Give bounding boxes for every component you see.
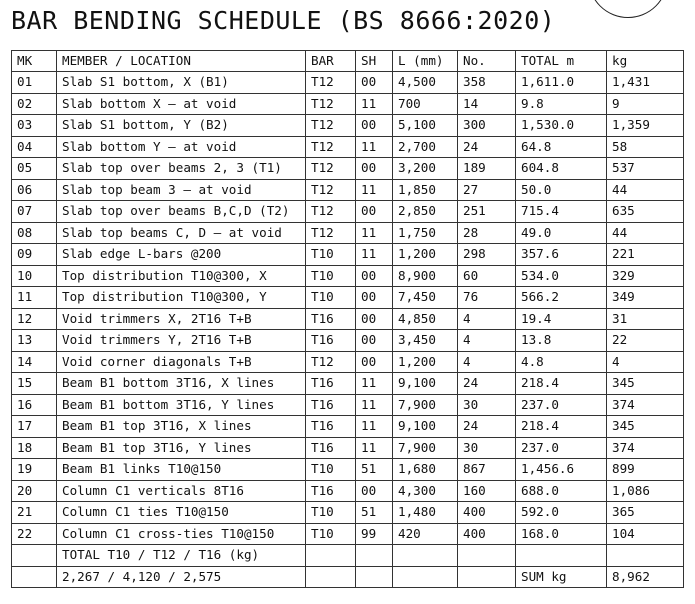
table-header-row bbox=[12, 51, 684, 72]
total-m-cell: 9.8 bbox=[516, 93, 607, 115]
bar-cell: T16 bbox=[306, 480, 356, 502]
kg-cell: 58 bbox=[607, 136, 684, 158]
member-cell: Top distribution T10@300, Y bbox=[57, 287, 306, 309]
shape-cell: 00 bbox=[356, 72, 393, 94]
total-m-cell: 13.8 bbox=[516, 330, 607, 352]
length-cell: 2,700 bbox=[393, 136, 458, 158]
number-cell: 24 bbox=[458, 373, 516, 395]
total-m-cell: 168.0 bbox=[516, 523, 607, 545]
bar-cell: T10 bbox=[306, 244, 356, 266]
kg-cell: 44 bbox=[607, 222, 684, 244]
member-cell: Slab S1 bottom, Y (B2) bbox=[57, 115, 306, 137]
member-cell: Slab top beam 3 – at void bbox=[57, 179, 306, 201]
member-cell: Column C1 ties T10@150 bbox=[57, 502, 306, 524]
number-cell: 358 bbox=[458, 72, 516, 94]
column-header-kg: kg bbox=[607, 51, 684, 72]
length-cell: 1,750 bbox=[393, 222, 458, 244]
bar-cell: T12 bbox=[306, 222, 356, 244]
shape-cell: 00 bbox=[356, 158, 393, 180]
member-cell: Void corner diagonals T+B bbox=[57, 351, 306, 373]
table-row bbox=[12, 308, 684, 330]
totals-label-row bbox=[12, 545, 684, 567]
table-row bbox=[12, 394, 684, 416]
number-cell: 30 bbox=[458, 437, 516, 459]
member-cell: Top distribution T10@300, X bbox=[57, 265, 306, 287]
bar-cell: T10 bbox=[306, 287, 356, 309]
kg-cell: 345 bbox=[607, 416, 684, 438]
table-row bbox=[12, 330, 684, 352]
table-row bbox=[12, 93, 684, 115]
member-cell: Slab top over beams B,C,D (T2) bbox=[57, 201, 306, 223]
bar-cell: T12 bbox=[306, 93, 356, 115]
number-cell: 867 bbox=[458, 459, 516, 481]
column-header-number: No. bbox=[458, 51, 516, 72]
kg-cell: 374 bbox=[607, 394, 684, 416]
bar-bending-schedule-table bbox=[11, 50, 684, 588]
shape-cell: 00 bbox=[356, 351, 393, 373]
bar-cell: T16 bbox=[306, 437, 356, 459]
table-row bbox=[12, 265, 684, 287]
bar-cell: T12 bbox=[306, 179, 356, 201]
member-cell: Beam B1 bottom 3T16, X lines bbox=[57, 373, 306, 395]
bar-cell: T12 bbox=[306, 201, 356, 223]
kg-cell: 1,359 bbox=[607, 115, 684, 137]
column-header-length: L (mm) bbox=[393, 51, 458, 72]
column-header-member: MEMBER / LOCATION bbox=[57, 51, 306, 72]
shape-cell: 11 bbox=[356, 222, 393, 244]
kg-cell: 104 bbox=[607, 523, 684, 545]
shape-cell: 11 bbox=[356, 244, 393, 266]
mark-cell: 20 bbox=[12, 480, 57, 502]
mark-cell: 12 bbox=[12, 308, 57, 330]
bar-cell: T12 bbox=[306, 72, 356, 94]
bar-cell: T10 bbox=[306, 502, 356, 524]
table-row bbox=[12, 244, 684, 266]
length-cell: 1,480 bbox=[393, 502, 458, 524]
length-cell: 4,500 bbox=[393, 72, 458, 94]
mark-cell: 05 bbox=[12, 158, 57, 180]
kg-cell: 9 bbox=[607, 93, 684, 115]
kg-cell: 4 bbox=[607, 351, 684, 373]
shape-cell: 11 bbox=[356, 179, 393, 201]
member-cell: Void trimmers Y, 2T16 T+B bbox=[57, 330, 306, 352]
member-cell: Slab top beams C, D – at void bbox=[57, 222, 306, 244]
number-cell: 298 bbox=[458, 244, 516, 266]
shape-cell: 11 bbox=[356, 416, 393, 438]
bar-cell: T10 bbox=[306, 265, 356, 287]
table-row bbox=[12, 523, 684, 545]
length-cell: 9,100 bbox=[393, 416, 458, 438]
member-cell: Column C1 cross-ties T10@150 bbox=[57, 523, 306, 545]
number-cell: 251 bbox=[458, 201, 516, 223]
mark-cell: 02 bbox=[12, 93, 57, 115]
table-row bbox=[12, 437, 684, 459]
number-cell: 30 bbox=[458, 394, 516, 416]
member-cell: Beam B1 links T10@150 bbox=[57, 459, 306, 481]
member-cell: Slab S1 bottom, X (B1) bbox=[57, 72, 306, 94]
bar-cell: T16 bbox=[306, 330, 356, 352]
member-cell: Column C1 verticals 8T16 bbox=[57, 480, 306, 502]
table-row bbox=[12, 351, 684, 373]
total-m-cell: 534.0 bbox=[516, 265, 607, 287]
mark-cell: 10 bbox=[12, 265, 57, 287]
kg-cell: 537 bbox=[607, 158, 684, 180]
mark-cell: 07 bbox=[12, 201, 57, 223]
length-cell: 2,850 bbox=[393, 201, 458, 223]
shape-cell: 00 bbox=[356, 115, 393, 137]
sum-value: 8,962 bbox=[607, 566, 684, 588]
number-cell: 24 bbox=[458, 136, 516, 158]
bar-cell: T12 bbox=[306, 351, 356, 373]
shape-cell: 00 bbox=[356, 287, 393, 309]
column-header-shape: SH bbox=[356, 51, 393, 72]
revision-circle bbox=[588, 0, 668, 18]
length-cell: 5,100 bbox=[393, 115, 458, 137]
number-cell: 27 bbox=[458, 179, 516, 201]
kg-cell: 22 bbox=[607, 330, 684, 352]
shape-cell: 11 bbox=[356, 136, 393, 158]
table-row bbox=[12, 287, 684, 309]
total-m-cell: 50.0 bbox=[516, 179, 607, 201]
shape-cell: 00 bbox=[356, 330, 393, 352]
column-header-mk: MK bbox=[12, 51, 57, 72]
total-m-cell: 218.4 bbox=[516, 416, 607, 438]
shape-cell: 51 bbox=[356, 502, 393, 524]
total-m-cell: 715.4 bbox=[516, 201, 607, 223]
number-cell: 189 bbox=[458, 158, 516, 180]
column-header-total-m: TOTAL m bbox=[516, 51, 607, 72]
member-cell: Beam B1 bottom 3T16, Y lines bbox=[57, 394, 306, 416]
kg-cell: 345 bbox=[607, 373, 684, 395]
number-cell: 400 bbox=[458, 502, 516, 524]
member-cell: Slab bottom X – at void bbox=[57, 93, 306, 115]
member-cell: Beam B1 top 3T16, X lines bbox=[57, 416, 306, 438]
kg-cell: 221 bbox=[607, 244, 684, 266]
length-cell: 1,680 bbox=[393, 459, 458, 481]
totals-value-row bbox=[12, 566, 684, 588]
number-cell: 60 bbox=[458, 265, 516, 287]
shape-cell: 00 bbox=[356, 265, 393, 287]
total-m-cell: 1,530.0 bbox=[516, 115, 607, 137]
mark-cell: 15 bbox=[12, 373, 57, 395]
kg-cell: 365 bbox=[607, 502, 684, 524]
bar-cell: T10 bbox=[306, 459, 356, 481]
length-cell: 4,850 bbox=[393, 308, 458, 330]
mark-cell: 11 bbox=[12, 287, 57, 309]
kg-cell: 349 bbox=[607, 287, 684, 309]
table-row bbox=[12, 459, 684, 481]
mark-cell: 19 bbox=[12, 459, 57, 481]
kg-cell: 1,431 bbox=[607, 72, 684, 94]
total-m-cell: 604.8 bbox=[516, 158, 607, 180]
total-m-cell: 688.0 bbox=[516, 480, 607, 502]
shape-cell: 00 bbox=[356, 201, 393, 223]
number-cell: 4 bbox=[458, 330, 516, 352]
total-m-cell: 19.4 bbox=[516, 308, 607, 330]
total-m-cell: 1,456.6 bbox=[516, 459, 607, 481]
total-m-cell: 1,611.0 bbox=[516, 72, 607, 94]
mark-cell: 13 bbox=[12, 330, 57, 352]
number-cell: 4 bbox=[458, 351, 516, 373]
number-cell: 14 bbox=[458, 93, 516, 115]
length-cell: 7,900 bbox=[393, 437, 458, 459]
total-m-cell: 49.0 bbox=[516, 222, 607, 244]
number-cell: 28 bbox=[458, 222, 516, 244]
shape-cell: 11 bbox=[356, 437, 393, 459]
table-row bbox=[12, 115, 684, 137]
kg-cell: 374 bbox=[607, 437, 684, 459]
member-cell: Void trimmers X, 2T16 T+B bbox=[57, 308, 306, 330]
length-cell: 1,850 bbox=[393, 179, 458, 201]
table-row bbox=[12, 373, 684, 395]
mark-cell: 22 bbox=[12, 523, 57, 545]
bar-cell: T16 bbox=[306, 394, 356, 416]
sum-label: SUM kg bbox=[516, 566, 607, 588]
member-cell: Slab bottom Y – at void bbox=[57, 136, 306, 158]
number-cell: 400 bbox=[458, 523, 516, 545]
shape-cell: 51 bbox=[356, 459, 393, 481]
table-row bbox=[12, 179, 684, 201]
mark-cell: 04 bbox=[12, 136, 57, 158]
table-row bbox=[12, 222, 684, 244]
length-cell: 700 bbox=[393, 93, 458, 115]
mark-cell: 01 bbox=[12, 72, 57, 94]
shape-cell: 11 bbox=[356, 93, 393, 115]
bar-cell: T12 bbox=[306, 115, 356, 137]
total-m-cell: 566.2 bbox=[516, 287, 607, 309]
length-cell: 420 bbox=[393, 523, 458, 545]
bar-cell: T16 bbox=[306, 373, 356, 395]
mark-cell: 08 bbox=[12, 222, 57, 244]
mark-cell: 21 bbox=[12, 502, 57, 524]
total-m-cell: 237.0 bbox=[516, 394, 607, 416]
length-cell: 1,200 bbox=[393, 351, 458, 373]
table-row bbox=[12, 480, 684, 502]
number-cell: 300 bbox=[458, 115, 516, 137]
table-row bbox=[12, 502, 684, 524]
kg-cell: 31 bbox=[607, 308, 684, 330]
kg-cell: 1,086 bbox=[607, 480, 684, 502]
kg-cell: 44 bbox=[607, 179, 684, 201]
total-m-cell: 592.0 bbox=[516, 502, 607, 524]
table-row bbox=[12, 136, 684, 158]
page-title: BAR BENDING SCHEDULE (BS 8666:2020) bbox=[11, 6, 556, 35]
mark-cell: 17 bbox=[12, 416, 57, 438]
total-m-cell: 237.0 bbox=[516, 437, 607, 459]
member-cell: Slab top over beams 2, 3 (T1) bbox=[57, 158, 306, 180]
shape-cell: 99 bbox=[356, 523, 393, 545]
table-row bbox=[12, 416, 684, 438]
bar-cell: T12 bbox=[306, 136, 356, 158]
column-header-bar: BAR bbox=[306, 51, 356, 72]
mark-cell: 14 bbox=[12, 351, 57, 373]
shape-cell: 11 bbox=[356, 394, 393, 416]
bar-cell: T10 bbox=[306, 523, 356, 545]
shape-cell: 11 bbox=[356, 373, 393, 395]
length-cell: 9,100 bbox=[393, 373, 458, 395]
number-cell: 4 bbox=[458, 308, 516, 330]
total-m-cell: 218.4 bbox=[516, 373, 607, 395]
table-row bbox=[12, 72, 684, 94]
bar-cell: T16 bbox=[306, 416, 356, 438]
shape-cell: 00 bbox=[356, 480, 393, 502]
mark-cell: 06 bbox=[12, 179, 57, 201]
kg-cell: 635 bbox=[607, 201, 684, 223]
table-body bbox=[12, 72, 684, 545]
totals-values: 2,267 / 4,120 / 2,575 bbox=[57, 566, 306, 588]
kg-cell: 329 bbox=[607, 265, 684, 287]
total-m-cell: 4.8 bbox=[516, 351, 607, 373]
number-cell: 24 bbox=[458, 416, 516, 438]
totals-label: TOTAL T10 / T12 / T16 (kg) bbox=[57, 545, 306, 567]
mark-cell: 16 bbox=[12, 394, 57, 416]
length-cell: 1,200 bbox=[393, 244, 458, 266]
total-m-cell: 64.8 bbox=[516, 136, 607, 158]
length-cell: 3,450 bbox=[393, 330, 458, 352]
length-cell: 4,300 bbox=[393, 480, 458, 502]
member-cell: Slab edge L-bars @200 bbox=[57, 244, 306, 266]
bar-cell: T16 bbox=[306, 308, 356, 330]
length-cell: 3,200 bbox=[393, 158, 458, 180]
totals-cell bbox=[12, 545, 57, 567]
length-cell: 7,450 bbox=[393, 287, 458, 309]
mark-cell: 09 bbox=[12, 244, 57, 266]
table-row bbox=[12, 158, 684, 180]
kg-cell: 899 bbox=[607, 459, 684, 481]
length-cell: 8,900 bbox=[393, 265, 458, 287]
total-m-cell: 357.6 bbox=[516, 244, 607, 266]
number-cell: 160 bbox=[458, 480, 516, 502]
bar-cell: T12 bbox=[306, 158, 356, 180]
length-cell: 7,900 bbox=[393, 394, 458, 416]
mark-cell: 18 bbox=[12, 437, 57, 459]
shape-cell: 00 bbox=[356, 308, 393, 330]
member-cell: Beam B1 top 3T16, Y lines bbox=[57, 437, 306, 459]
number-cell: 76 bbox=[458, 287, 516, 309]
table-row bbox=[12, 201, 684, 223]
mark-cell: 03 bbox=[12, 115, 57, 137]
